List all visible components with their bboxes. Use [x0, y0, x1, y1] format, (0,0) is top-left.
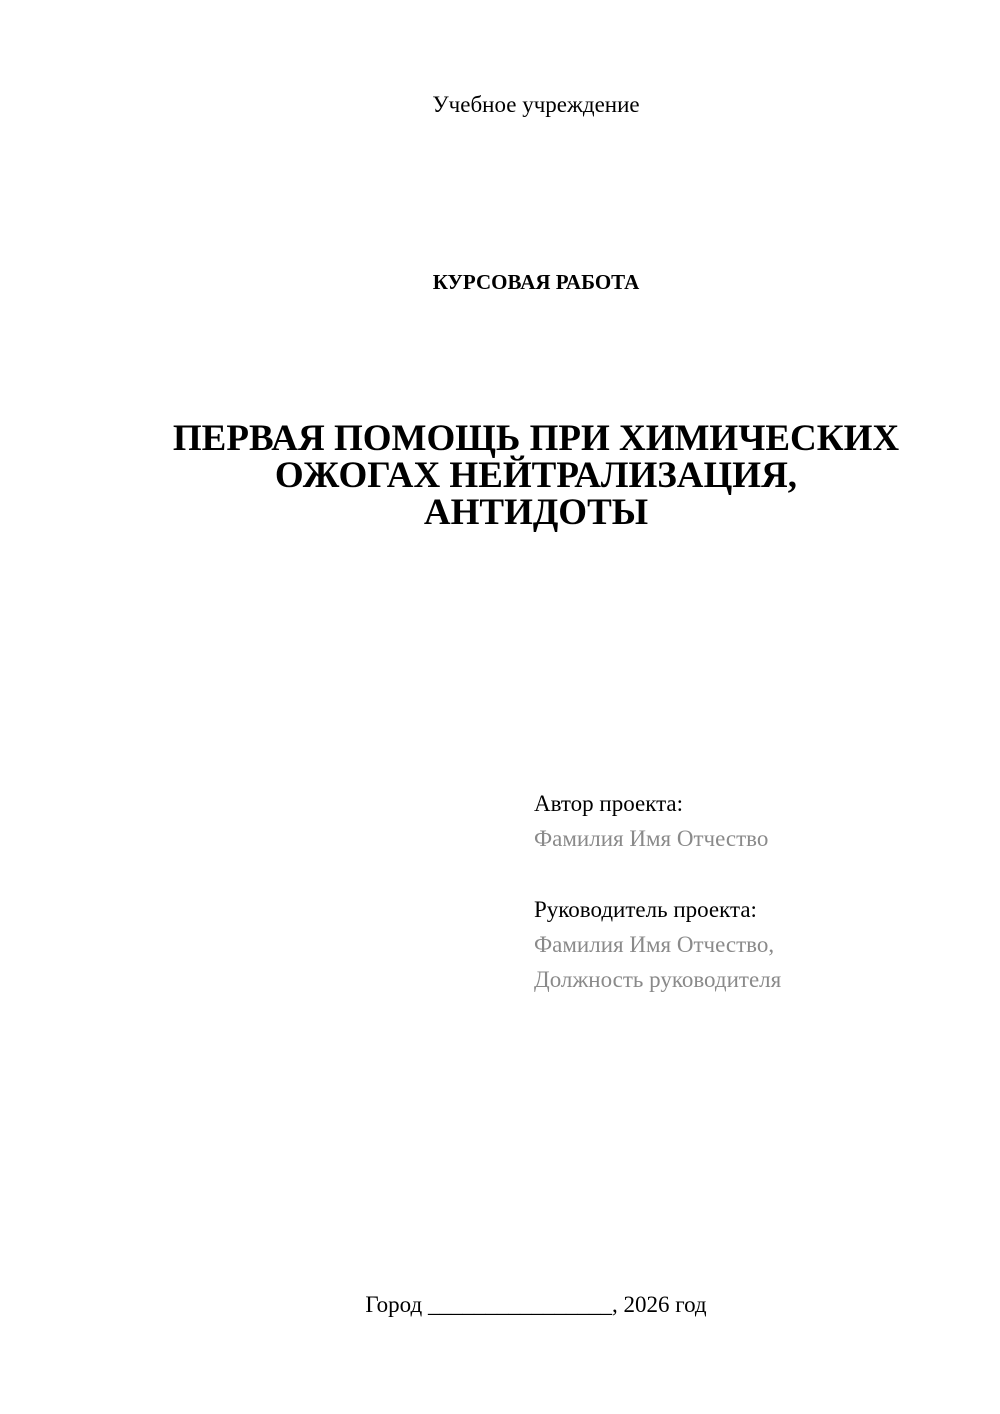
supervisor-label: Руководитель проекта:: [534, 897, 757, 922]
supervisor-name: Фамилия Имя Отчество,: [534, 932, 775, 957]
author-label: Автор проекта:: [534, 791, 683, 816]
document-title: [130, 420, 942, 531]
city-label: Город: [365, 1292, 423, 1317]
year-text: , 2026 год: [611, 1292, 707, 1317]
title-line-3: АНТИДОТЫ: [423, 492, 649, 533]
city-year-line: [0, 1290, 1000, 1320]
institution-name: Учебное учреждение: [432, 92, 640, 117]
supervisor-position: Должность руководителя: [534, 967, 782, 992]
city-blank: ________________: [427, 1292, 612, 1317]
author-name: Фамилия Имя Отчество: [534, 826, 769, 851]
title-line-2: ОЖОГАХ НЕЙТРАЛИЗАЦИЯ,: [274, 455, 798, 496]
title-line-1: ПЕРВАЯ ПОМОЩЬ ПРИ ХИМИЧЕСКИХ: [172, 418, 900, 459]
project-people-block: [534, 786, 974, 997]
spacer: [534, 856, 974, 892]
work-type-heading: КУРСОВАЯ РАБОТА: [432, 270, 640, 294]
